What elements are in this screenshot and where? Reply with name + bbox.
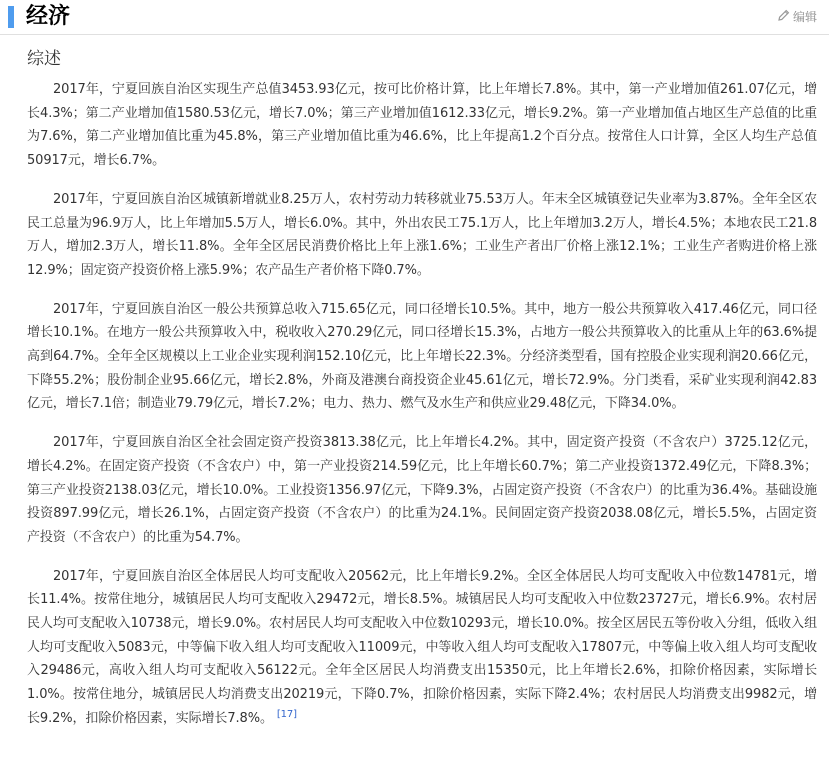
pencil-icon [778, 9, 793, 24]
edit-label: 编辑 [792, 10, 817, 24]
paragraph-gdp: 2017年，宁夏回族自治区实现生产总值3453.93亿元，按可比价格计算，比上年增长7.8%。其中，第一产业增加值261.07亿元，增长4.3%；第二产业增加值1580.53亿元，增长7.0%；第三产业增加值1612.33亿元，增长9.2%。第一产业增加值占地区生产总值的比重为7.6%，第二产业增加值比重为45.8%，第三产业增加值比重为46.6%，比上年提高1.2个百分点。按常住人口计算，全区人均生产总值50917元，增长6.7%。 [27, 82, 817, 169]
section-title: 经济 [26, 4, 71, 29]
citation-link[interactable]: [17] [276, 708, 297, 720]
paragraph-fiscal: 2017年，宁夏回族自治区一般公共预算总收入715.65亿元，同口径增长10.5%。其中，地方一般公共预算收入417.46亿元，同口径增长10.1%。在地方一般公共预算收入中，税收收入270.29亿元，同口径增长15.3%，占地方一般公共预算收入的比重从上年的63.6%提高到64.7%。全年全区规模以上工业企业实现利润152.10亿元，比上年增长22.3%。分经济类型看，国有控股企业实现利润20.66亿元，下降55.2%；股份制企业95.66亿元，增长2.8%，外商及港澳台商投资企业45.61亿元，增长72.9%。分门类看，采矿业实现利润42.83亿元，增长7.1倍；制造业79.79亿元，增长7.2%；电力、热力、燃气及水生产和供应业29.48亿元，下降34.0%。 [27, 301, 817, 412]
section-accent-bar [8, 6, 14, 28]
paragraph-income [27, 565, 817, 731]
paragraph-income-text: 2017年，宁夏回族自治区全体居民人均可支配收入20562元，比上年增长9.2%。全区全体居民人均可支配收入中位数14781元，增长11.4%。按常住地分，城镇居民人均可支配收入29472元，增长8.5%。城镇居民人均可支配收入中位数23727元，增长6.9%。农村居民人均可支配收入10738元，增长9.0%。农村居民人均可支配收入中位数10293元，增长10.0%。按全区居民五等份收入分组，低收入组人均可支配收入5083元，中等偏下收入组人均可支配收入11009元，中等收入组人均可支配收入17807元，中等偏上收入组人均可支配收入29486元，高收入组人均可支配收入56122元。全年全区居民人均消费支出15350元，比上年增长2.6%，扣除价格因素，实际增长1.0%。按常住地分，城镇居民人均消费支出20219元，下降0.7%，扣除价格因素，实际下降2.4%；农村居民人均消费支出9982元，增长9.2%，扣除价格因素，实际增长7.8%。 [27, 568, 817, 726]
article-content [27, 78, 817, 746]
paragraph-investment: 2017年，宁夏回族自治区全社会固定资产投资3813.38亿元，比上年增长4.2%。其中，固定资产投资（不含农户）3725.12亿元，增长4.2%。在固定资产投资（不含农户）中，第一产业投资214.59亿元，比上年增长60.7%；第二产业投资1372.49亿元，下降8.3%；第三产业投资2138.03亿元，增长10.0%。工业投资1356.97亿元，下降9.3%，占固定资产投资（不含农户）的比重为36.4%。基础设施投资897.99亿元，增长26.1%，占固定资产投资（不含农户）的比重为24.1%。民间固定资产投资2038.08亿元，增长5.5%，占固定资产投资（不含农户）的比重为54.7%。 [27, 435, 817, 545]
section-header [0, 0, 829, 35]
edit-link[interactable] [778, 8, 817, 25]
paragraph-employment: 2017年，宁夏回族自治区城镇新增就业8.25万人，农村劳动力转移就业75.53万人。年末全区城镇登记失业率为3.87%。全年全区农民工总量为96.9万人，比上年增加5.5万人，增长6.0%。其中，外出农民工75.1万人，比上年增加3.2万人，增长4.5%；本地农民工21.8万人，增加2.3万人，增长11.8%。全年全区居民消费价格比上年上涨1.6%；工业生产者出厂价格上涨12.1%；工业生产者购进价格上涨12.9%；固定资产投资价格上涨5.9%；农产品生产者价格下降0.7%。 [27, 191, 817, 278]
subsection-title: 综述 [27, 49, 61, 69]
